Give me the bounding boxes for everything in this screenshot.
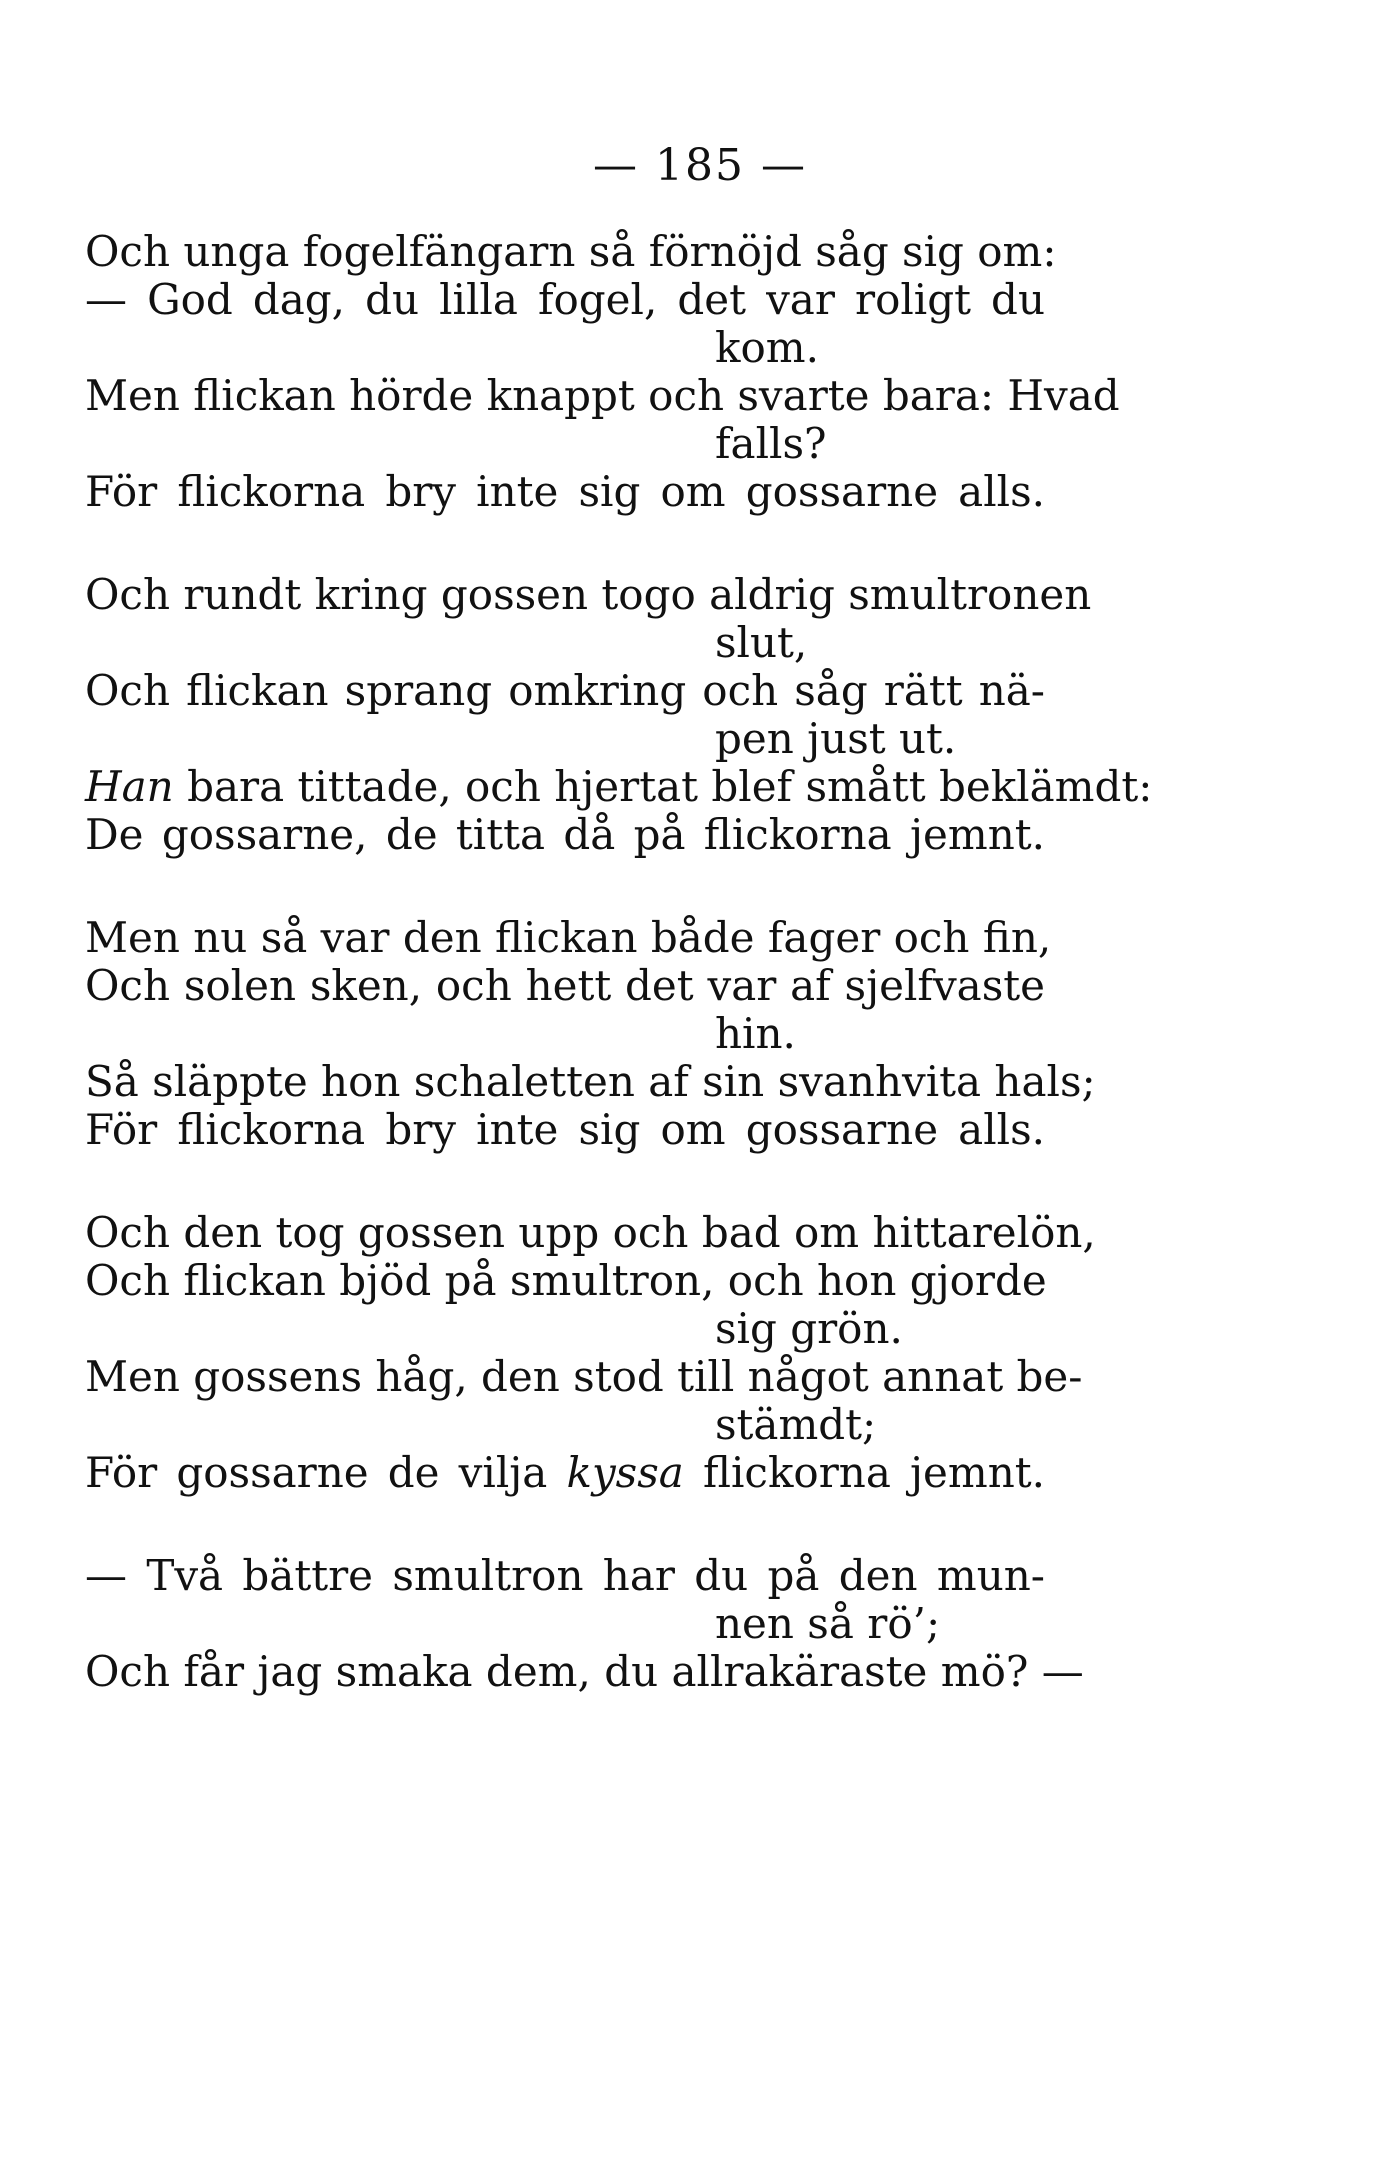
verse-line: Och får jag smaka dem, du allrakäraste mö? — <box>85 1647 1084 1696</box>
verse-line: — Två bättre smultron har du på den mun- <box>85 1551 1045 1600</box>
verse-line <box>85 1449 1045 1497</box>
poem <box>85 227 1153 1751</box>
verse-line: För flickorna bry inte sig om gossarne alls. <box>85 467 1045 516</box>
verse-line-continuation: falls? <box>715 419 827 468</box>
verse-line: Men flickan hörde knappt och svarte bara: Hvad <box>85 371 1120 420</box>
verse-line-continuation: slut, <box>715 618 808 667</box>
stanza-1 <box>85 227 1120 516</box>
italic-word: kyssa <box>566 1448 684 1497</box>
verse-line <box>85 762 1153 811</box>
verse-line-continuation: stämdt; <box>715 1400 877 1449</box>
verse-line: Och unga fogelfängarn så förnöjd såg sig om: <box>85 227 1057 276</box>
verse-line: För flickorna bry inte sig om gossarne alls. <box>85 1105 1045 1154</box>
verse-line-continuation: sig grön. <box>715 1304 903 1353</box>
verse-line-continuation: nen så rö’; <box>715 1599 941 1648</box>
italic-word: Han <box>85 762 174 811</box>
stanza-5 <box>85 1551 1084 1696</box>
verse-text: bara tittade, och hjertat blef smått beklämdt: <box>187 762 1153 811</box>
verse-line: Och flickan sprang omkring och såg rätt nä- <box>85 666 1045 715</box>
verse-line: Och solen sken, och hett det var af sjelfvaste <box>85 961 1045 1010</box>
verse-text: För gossarne de vilja <box>85 1448 548 1497</box>
stanza-4 <box>85 1208 1096 1497</box>
verse-text: flickorna jemnt. <box>702 1448 1045 1497</box>
verse-line: Och flickan bjöd på smultron, och hon gjorde <box>85 1256 1047 1305</box>
verse-line-continuation: pen just ut. <box>715 714 957 763</box>
verse-line-continuation: kom. <box>715 323 819 372</box>
stanza-2 <box>85 570 1153 859</box>
page-number: — 185 — <box>593 140 807 191</box>
verse-line: De gossarne, de titta då på flickorna jemnt. <box>85 810 1045 859</box>
verse-line: Så släppte hon schaletten af sin svanhvita hals; <box>85 1057 1096 1106</box>
verse-line: Men nu så var den flickan både fager och fin, <box>85 913 1052 962</box>
verse-line: — God dag, du lilla fogel, det var roligt du <box>85 275 1045 324</box>
stanza-3 <box>85 913 1096 1154</box>
verse-line: Men gossens håg, den stod till något annat be- <box>85 1352 1083 1401</box>
verse-line: Och den tog gossen upp och bad om hittarelön, <box>85 1208 1096 1257</box>
verse-line: Och rundt kring gossen togo aldrig smultronen <box>85 570 1092 619</box>
verse-line-continuation: hin. <box>715 1009 796 1058</box>
